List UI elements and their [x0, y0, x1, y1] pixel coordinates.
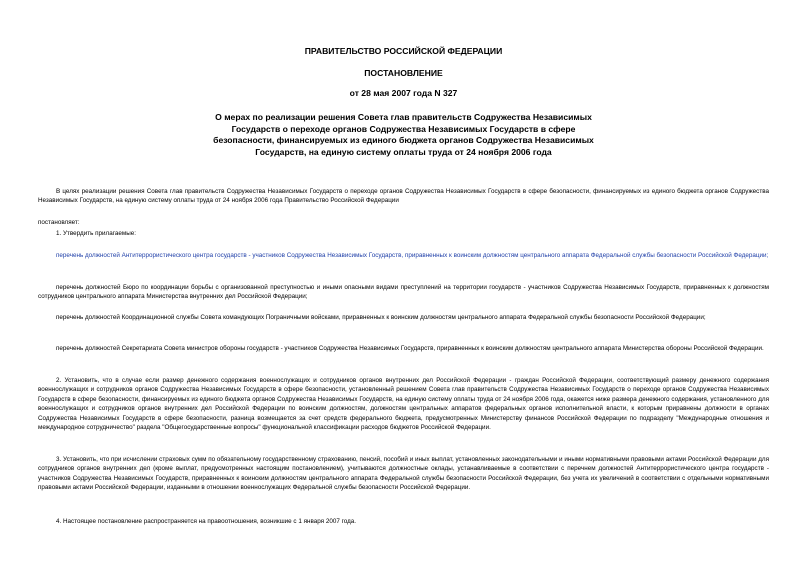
document-type-heading: ПОСТАНОВЛЕНИЕ [364, 68, 443, 78]
intro-paragraph: В целях реализации решения Совета глав правительств Содружества Независимых Государств о переходе органов Содружества Независимых Государств в сфере безопасности, финансируемых из единого бюджета органов Содружества Независимых Государств, на единую систему оплаты труда от 24 ноября 2006 года Правительство Российской Федерации [38, 188, 769, 205]
decree-word: постановляет: [38, 219, 80, 226]
document-title: О мерах по реализации решения Совета глав правительств Содружества Независимых Государств о переходе органов Содружества Независимых Государств в сфере безопасности, финансируемых из единого бюджета органов Содружества Независимых Государств, на единую систему оплаты труда от 24 ноября 2006 года [213, 112, 594, 157]
item-3-paragraph: 3. Установить, что при исчислении страховых сумм по обязательному государственному страхованию, пенсий, пособий и иных выплат, установленных законодательными и иными нормативными правовыми актами Российской Федерации для сотрудников органов внутренних дел (кроме выплат, предусмотренных настоящим постановлением), учитываются должностные оклады, устанавливаемые в соответствии с перечнем должностей Антитеррористического центра государств - участников Содружества Независимых Государств, приравненных к воинским должностям центрального аппарата Федеральной службы безопасности Российской Федерации, без учета их увеличений в соответствии с отдельными нормативными правовыми актами Российской Федерации, изданными в отношении военнослужащих Федеральной службы безопасности Российской Федерации. [38, 456, 769, 492]
item-2-paragraph: 2. Установить, что в случае если размер денежного содержания военнослужащих и сотрудников органов внутренних дел Российской Федерации - граждан Российской Федерации, соответствующий размеру денежного содержания военнослужащих и сотрудников органов Содружества Независимых Государств в сфере безопасности, установленный решением Совета глав правительств Содружества Независимых Государств о переходе органов Содружества Независимых Государств в сфере безопасности, финансируемых из единого бюджета органов Содружества Независимых Государств, на единую систему оплаты труда от 24 ноября 2006 года, окажется ниже размера денежного содержания, установленного для военнослужащих и сотрудников органов внутренних дел Российской Федерации по воинским должностям, должностям центральных аппаратов федеральных органов исполнительной власти, к которым приравнены должности в органах Содружества Независимых Государств в сфере безопасности, разница возмещается за счет средств федерального бюджета, предусмотренных Министерству финансов Российской Федерации по подразделу "Международные отношения и международное сотрудничество" раздела "Общегосударственные вопросы" функциональной классификации расходов бюджетов Российской Федерации. [38, 377, 769, 432]
list-item-antiterror-center-link[interactable]: перечень должностей Антитеррористического центра государств - участников Содружества Независимых Государств, приравненных к воинским должностям центрального аппарата Федеральной службы безопасности Российской Федерации; [56, 252, 769, 259]
list-item-border-service: перечень должностей Координационной службы Совета командующих Пограничными войсками, приравненных к воинским должностям центрального аппарата Федеральной службы безопасности Российской Федерации; [56, 314, 706, 321]
list-item-bureau: перечень должностей Бюро по координации борьбы с организованной преступностью и иными опасными видами преступлений на территории государств - участников Содружества Независимых Государств, приравненных к должностям сотрудников центрального аппарата Министерства внутренних дел Российской Федерации; [38, 284, 769, 301]
government-heading: ПРАВИТЕЛЬСТВО РОССИЙСКОЙ ФЕДЕРАЦИИ [304, 46, 503, 56]
item-4-paragraph: 4. Настоящее постановление распространяется на правоотношения, возникшие с 1 января 2007 года. [56, 518, 357, 525]
list-item-defense-secretariat: перечень должностей Секретариата Совета министров обороны государств - участников Содружества Независимых Государств, приравненных к воинским должностям центрального аппарата Министерства обороны Российской Федерации. [56, 345, 764, 352]
item-1-paragraph: 1. Утвердить прилагаемые: [56, 230, 136, 237]
document-date-number: от 28 мая 2007 года N 327 [349, 88, 458, 98]
